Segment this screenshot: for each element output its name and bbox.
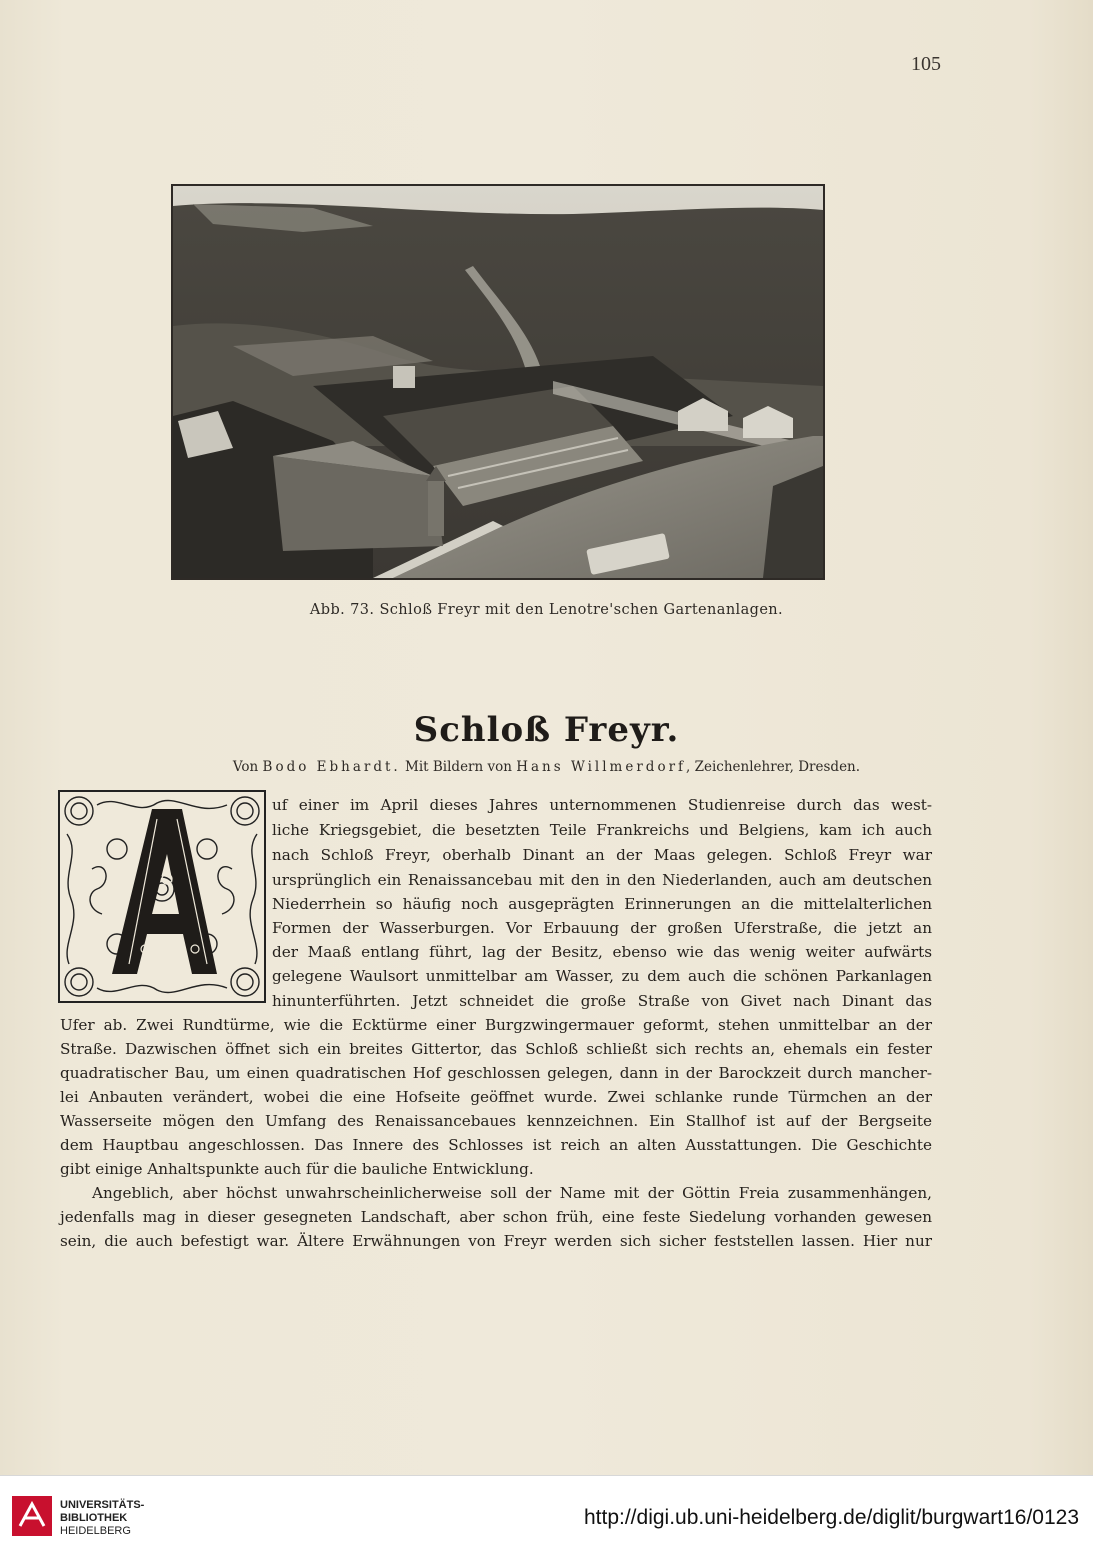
text-line: Formen der Wasserburgen. Vor Erbauung der großen Uferstraße, die jetzt an [272,919,932,937]
library-name-line2: BIBLIOTHEK [60,1512,128,1524]
ornamental-initial-icon [57,789,267,1004]
byline-suffix: , Zeichenlehrer, Dresden. [686,759,861,775]
byline-prefix: Von [232,759,263,775]
byline-illustrator: Hans Willmerdorf [516,759,687,775]
initial-letter: A [57,789,58,790]
byline [60,759,1033,775]
library-footer [0,1475,1093,1566]
text-line: uf einer im April dieses Jahres unternommenen Studienreise durch das west- [272,796,932,814]
text-line: gibt einige Anhaltspunkte auch für die bauliche Entwicklung. [60,1160,534,1178]
article-title: Schloß Freyr. [413,710,680,750]
text-line: lei Anbauten verändert, wobei die eine Hofseite geöffnet wurde. Zwei schlanke runde Türmchen an der [60,1088,932,1106]
text-line: Niederrhein so häufig noch ausgeprägten Erinnerungen an die mittelalterlichen [272,895,932,913]
castle-garden-photo [173,186,823,578]
page-number: 105 [911,53,941,75]
library-name [60,1499,144,1538]
decorated-initial [57,789,267,1004]
text-line: nach Schloß Freyr, oberhalb Dinant an der Maas gelegen. Schloß Freyr war [272,846,932,864]
text-line: quadratischer Bau, um einen quadratischen Hof geschlossen gelegen, dann in der Barockzeit durch mancher- [60,1064,932,1082]
library-logo-icon [12,1496,52,1536]
text-line: Ufer ab. Zwei Rundtürme, wie die Ecktürme einer Burgzwingermauer geformt, stehen unmittelbar an der [60,1016,932,1034]
text-line: Wasserseite mögen den Umfang des Renaissancebaues kennzeichnen. Ein Stallhof ist auf der Bergseite [60,1112,932,1130]
text-line: hinunterführten. Jetzt schneidet die große Straße von Givet nach Dinant das [272,992,932,1010]
text-line: der Maaß entlang führt, lag der Besitz, ebenso wie das wenig weiter aufwärts [272,943,932,961]
byline-author: Bodo Ebhardt. [262,759,401,775]
figure-photograph [171,184,825,580]
text-line: liche Kriegsgebiet, die besetzten Teile Frankreichs und Belgiens, kam ich auch [272,821,932,839]
text-line: dem Hauptbau angeschlossen. Das Innere des Schlosses ist reich an alten Ausstattungen. Die Geschichte [60,1136,932,1154]
byline-middle: Mit Bildern von [400,759,517,775]
source-url[interactable]: http://digi.ub.uni-heidelberg.de/diglit/burgwart16/0123 [583,1506,1079,1529]
library-name-line3: HEIDELBERG [60,1525,131,1537]
text-line: Straße. Dazwischen öffnet sich ein breites Gittertor, das Schloß schließt sich rechts an, ehemals ein fester [60,1040,932,1058]
figure-caption: Abb. 73. Schloß Freyr mit den Lenotre'schen Gartenanlagen. [309,602,784,618]
text-line: gelegene Waulsort unmittelbar am Wasser, zu dem auch die schönen Parkanlagen [272,967,932,985]
text-line: Angeblich, aber höchst unwahrscheinlicherweise soll der Name mit der Göttin Freia zusammenhängen, [92,1184,932,1202]
library-name-line1: UNIVERSITÄTS- [60,1499,145,1511]
text-line: jedenfalls mag in dieser gesegneten Landschaft, aber schon früh, eine feste Siedelung vorhanden gewesen [60,1208,932,1226]
text-line: sein, die auch befestigt war. Ältere Erwähnungen von Freyr werden sich sicher feststellen lassen. Hier nur [60,1232,932,1250]
text-line: ursprünglich ein Renaissancebau mit den in den Niederlanden, auch am deutschen [272,871,932,889]
